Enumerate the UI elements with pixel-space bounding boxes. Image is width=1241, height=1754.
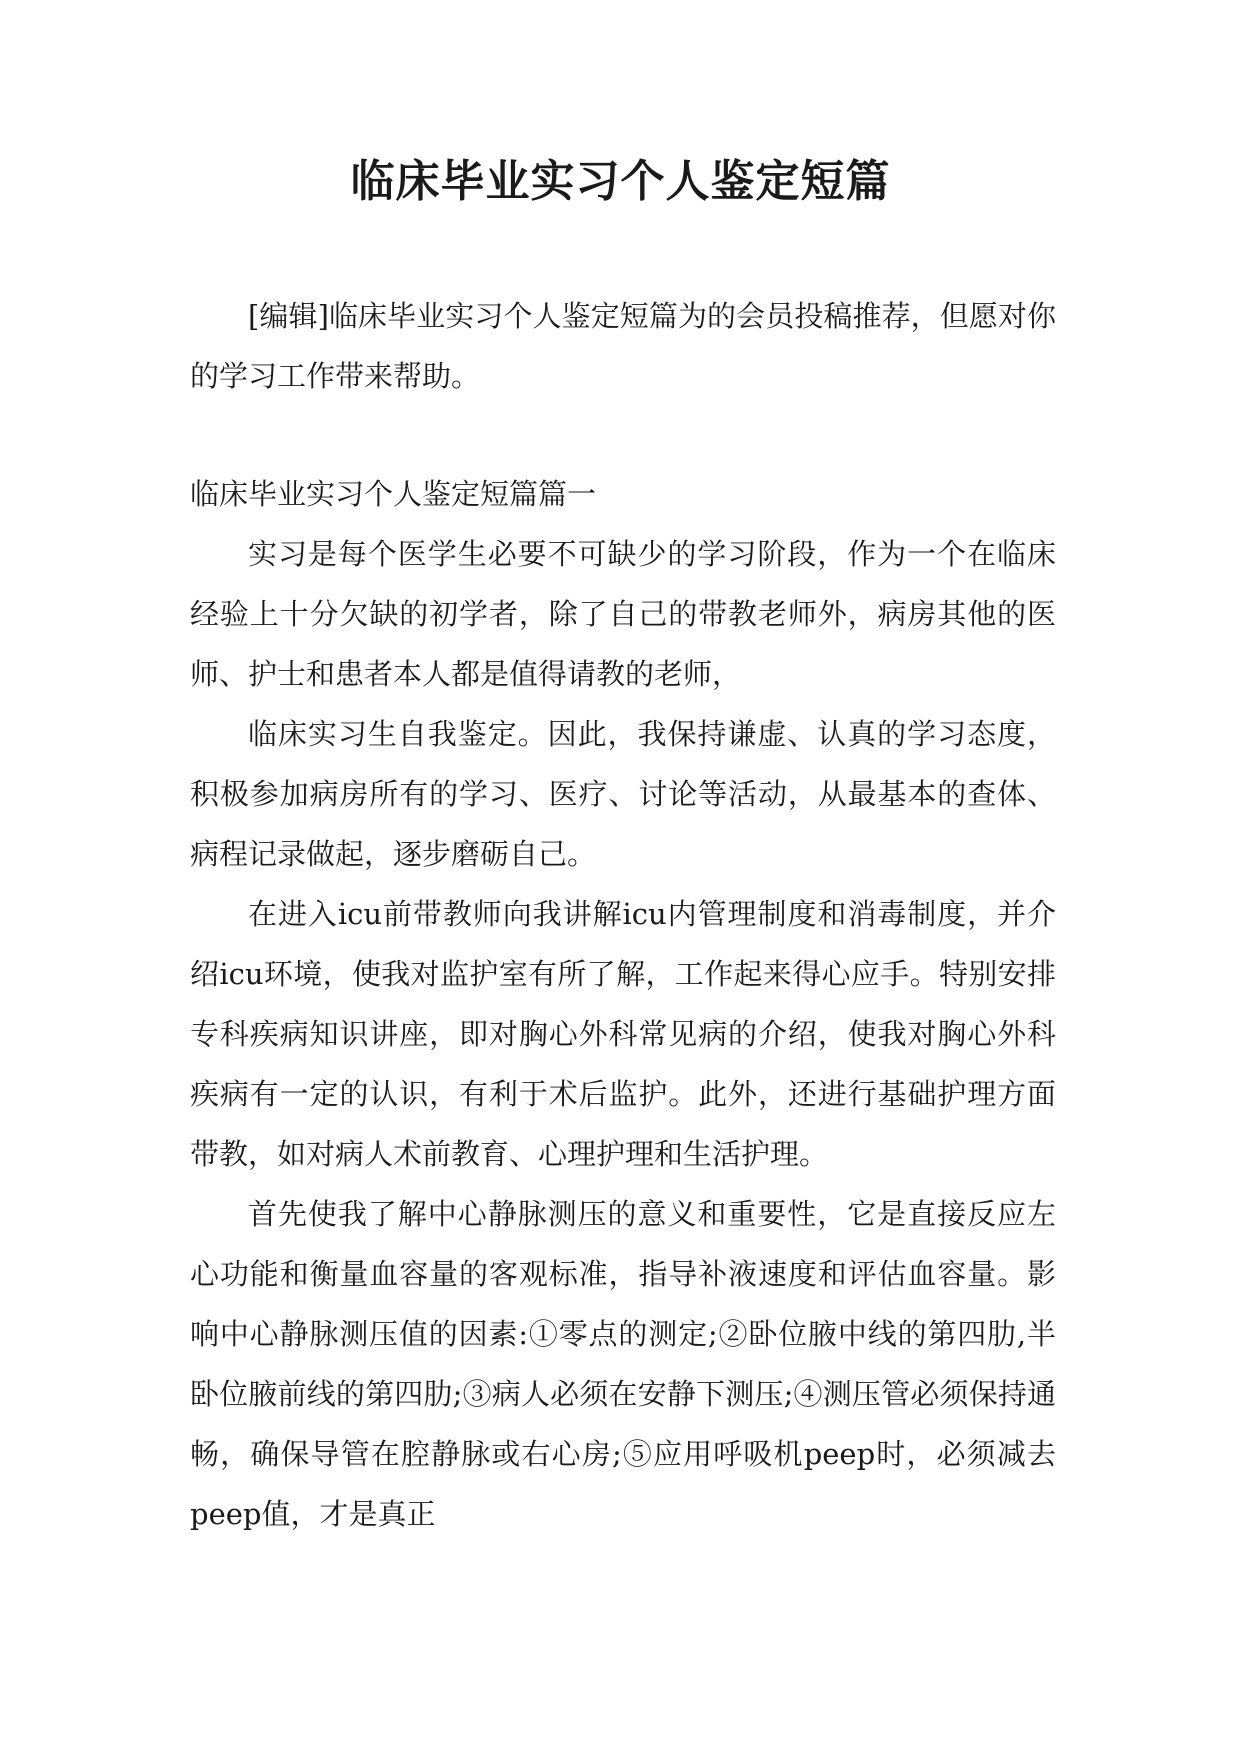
body-paragraph-2: 临床实习生自我鉴定。因此，我保持谦虚、认真的学习态度，积极参加病房所有的学习、医疗、讨论等活动，从最基本的查体、病程记录做起，逐步磨砺自己。 <box>190 717 1056 871</box>
document-title: 临床毕业实习个人鉴定短篇 <box>350 156 891 207</box>
body-paragraph-4: 首先使我了解中心静脉测压的意义和重要性，它是直接反应左心功能和衡量血容量的客观标准，指导补液速度和评估血容量。影响中心静脉测压值的因素:①零点的测定;②卧位腋中线的第四肋,半卧位腋前线的第四肋;③病人必须在安静下测压;④测压管必须保持通畅，确保导管在腔静脉或右心房;⑤应用呼吸机peep时，必须减去peep值，才是真正 <box>190 1197 1056 1531</box>
section-block <box>190 464 1056 1544</box>
body-paragraph-1: 实习是每个医学生必要不可缺少的学习阶段，作为一个在临床经验上十分欠缺的初学者，除了自己的带教老师外，病房其他的医师、护士和患者本人都是值得请教的老师， <box>190 537 1056 691</box>
intro-paragraph: [编辑]临床毕业实习个人鉴定短篇为的会员投稿推荐，但愿对你的学习工作带来帮助。 <box>190 299 1056 393</box>
body-paragraph-3: 在进入icu前带教师向我讲解icu内管理制度和消毒制度，并介绍icu环境，使我对监护室有所了解，工作起来得心应手。特别安排专科疾病知识讲座，即对胸心外科常见病的介绍，使我对胸心外科疾病有一定的认识，有利于术后监护。此外，还进行基础护理方面带教，如对病人术前教育、心理护理和生活护理。 <box>190 897 1056 1171</box>
section-heading: 临床毕业实习个人鉴定短篇篇一 <box>190 477 597 511</box>
intro-block <box>190 286 1056 406</box>
